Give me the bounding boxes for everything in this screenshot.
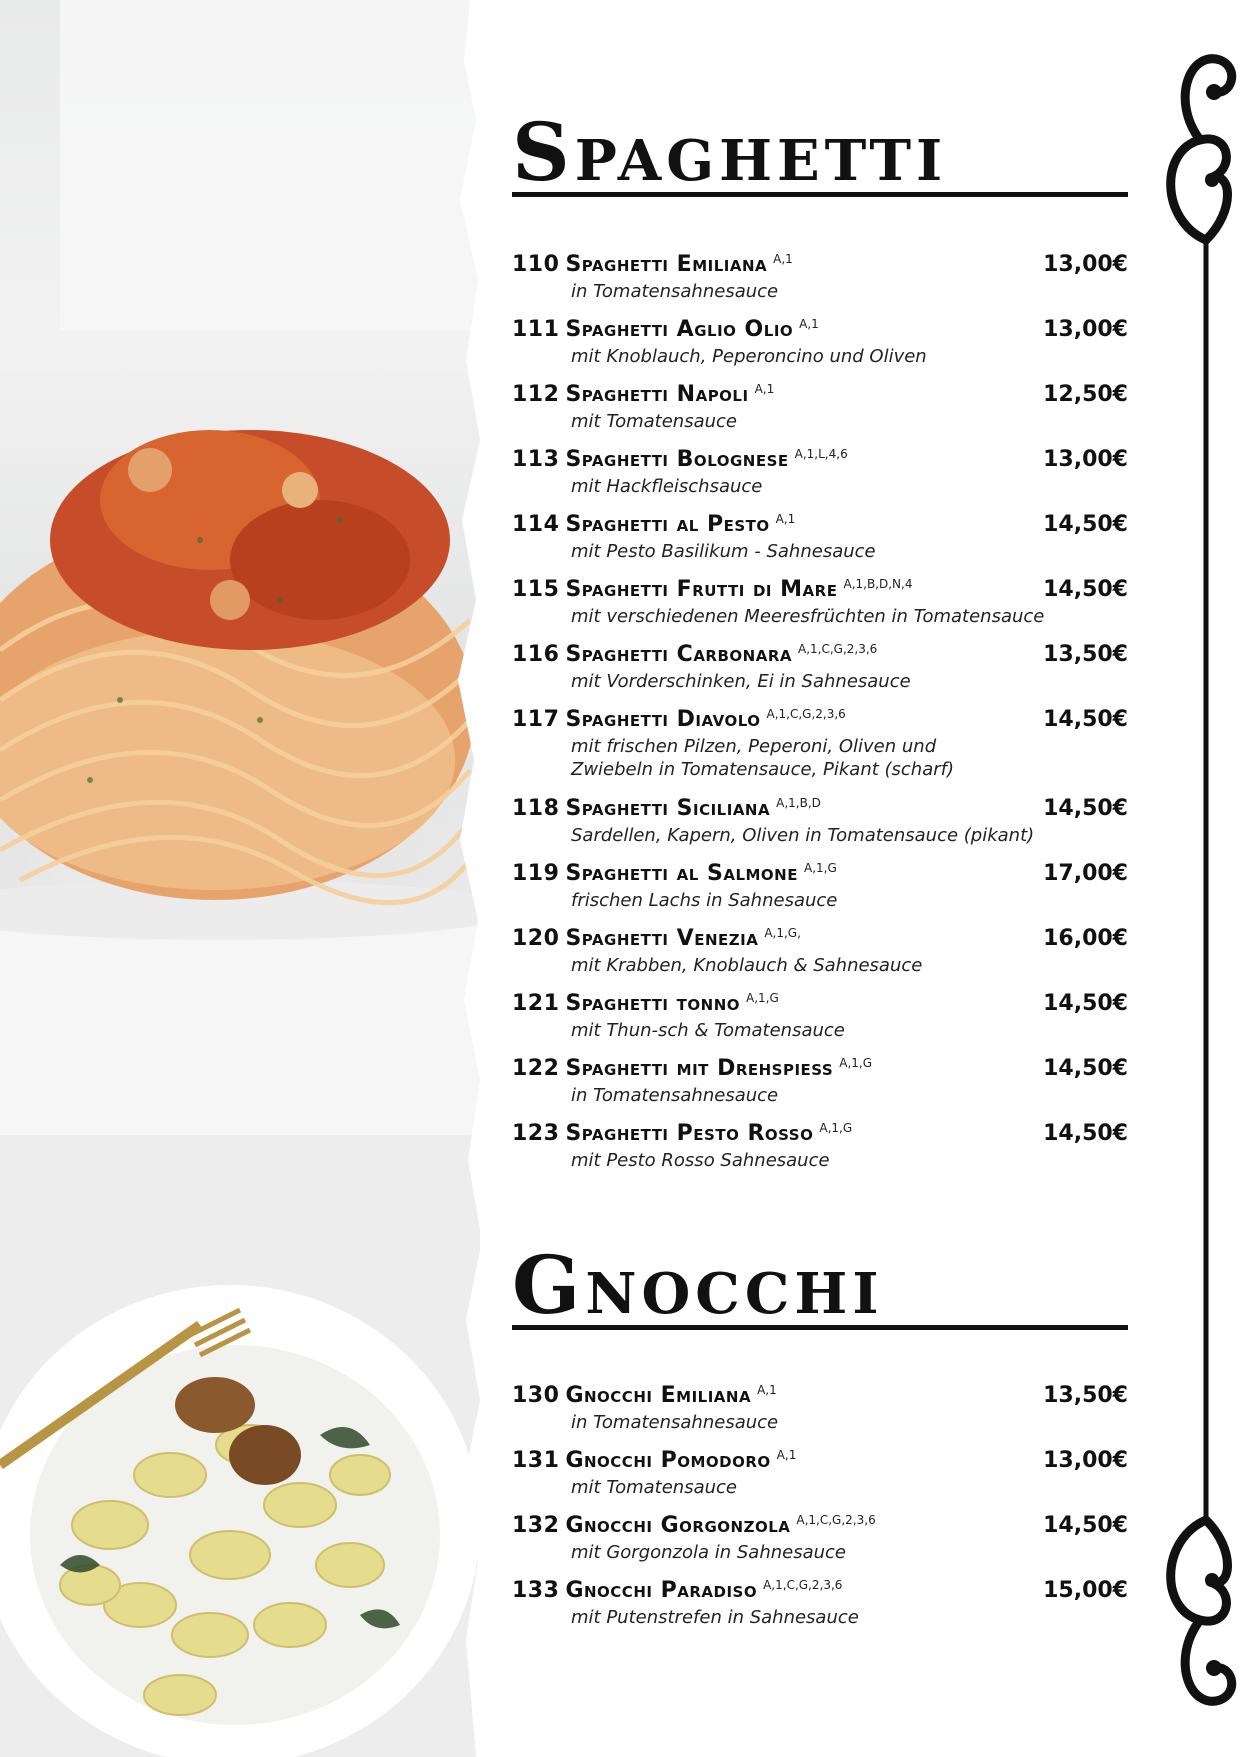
menu-item bbox=[512, 642, 1128, 693]
item-price: 15,00€ bbox=[1043, 1578, 1128, 1603]
item-description: mit verschiedenen Meeresfrüchten in Tomatensauce bbox=[571, 606, 1045, 627]
item-number: 117 bbox=[512, 707, 560, 732]
item-description: mit Pesto Rosso Sahnesauce bbox=[571, 1150, 830, 1171]
item-price: 14,50€ bbox=[1043, 512, 1128, 537]
item-description: mit frischen Pilzen, Peperoni, Oliven und bbox=[571, 736, 937, 757]
item-number: 112 bbox=[512, 382, 560, 407]
menu-item bbox=[512, 1578, 1128, 1629]
item-allergens: A,1,L,4,6 bbox=[794, 447, 848, 461]
item-name: Spaghetti Bolognese bbox=[565, 447, 789, 472]
item-allergens: A,1 bbox=[773, 252, 793, 266]
item-description: mit Putenstrefen in Sahnesauce bbox=[571, 1607, 859, 1628]
spaghetti-photo bbox=[0, 0, 480, 1135]
item-name: Spaghetti Napoli bbox=[565, 382, 749, 407]
item-price: 13,00€ bbox=[1043, 447, 1128, 472]
item-name: Gnocchi Pomodoro bbox=[565, 1448, 771, 1473]
menu-item bbox=[512, 1056, 1128, 1107]
item-allergens: A,1,G bbox=[804, 861, 837, 875]
item-description: mit Hackfleischsauce bbox=[571, 476, 763, 497]
item-allergens: A,1,B,D bbox=[776, 796, 821, 810]
scroll-ornament-icon bbox=[1140, 40, 1240, 1720]
item-number: 113 bbox=[512, 447, 560, 472]
item-allergens: A,1 bbox=[799, 317, 819, 331]
item-number: 118 bbox=[512, 796, 560, 821]
item-price: 13,00€ bbox=[1043, 1448, 1128, 1473]
item-description: frischen Lachs in Sahnesauce bbox=[571, 890, 838, 911]
item-number: 122 bbox=[512, 1056, 560, 1081]
item-description: Sardellen, Kapern, Oliven in Tomatensauce (pikant) bbox=[571, 825, 1035, 846]
item-number: 120 bbox=[512, 926, 560, 951]
item-allergens: A,1 bbox=[754, 382, 775, 396]
item-allergens: A,1,C,G,2,3,6 bbox=[766, 707, 846, 721]
item-price: 13,50€ bbox=[1043, 642, 1128, 667]
item-name: Spaghetti Emiliana bbox=[565, 252, 768, 277]
menu-item bbox=[512, 382, 1128, 433]
section-title-spaghetti: Spaghetti bbox=[512, 112, 1128, 197]
item-description-line2: Zwiebeln in Tomatensauce, Pikant (scharf) bbox=[571, 759, 955, 780]
menu-item bbox=[512, 861, 1128, 912]
item-number: 116 bbox=[512, 642, 560, 667]
item-allergens: A,1,G bbox=[746, 991, 779, 1005]
item-description: in Tomatensahnesauce bbox=[571, 1412, 779, 1433]
spaghetti-photo-icon bbox=[0, 0, 480, 1135]
menu-item bbox=[512, 1448, 1128, 1499]
item-allergens: A,1 bbox=[757, 1383, 777, 1397]
item-number: 133 bbox=[512, 1578, 560, 1603]
item-allergens: A,1,C,G,2,3,6 bbox=[797, 642, 878, 656]
item-number: 119 bbox=[512, 861, 560, 886]
item-allergens: A,1,G bbox=[839, 1056, 873, 1070]
menu-item bbox=[512, 577, 1128, 628]
torn-paper-edge bbox=[430, 0, 480, 1757]
item-allergens: A,1,B,D,N,4 bbox=[843, 577, 913, 591]
item-name: Spaghetti Venezia bbox=[565, 926, 759, 951]
item-description: mit Tomatensauce bbox=[571, 1477, 737, 1498]
menu-column bbox=[512, 0, 1128, 1757]
item-description: in Tomatensahnesauce bbox=[571, 281, 779, 302]
gnocchi-photo bbox=[0, 1135, 480, 1757]
section-title-gnocchi: Gnocchi bbox=[512, 1245, 1128, 1330]
item-number: 115 bbox=[512, 577, 560, 602]
menu-item bbox=[512, 512, 1128, 563]
item-price: 14,50€ bbox=[1043, 796, 1128, 821]
item-name: Gnocchi Gorgonzola bbox=[565, 1513, 791, 1538]
menu-item bbox=[512, 1513, 1128, 1564]
item-allergens: A,1 bbox=[775, 512, 796, 526]
item-price: 14,50€ bbox=[1043, 1121, 1128, 1146]
item-price: 13,00€ bbox=[1043, 317, 1128, 342]
item-price: 14,50€ bbox=[1043, 1056, 1128, 1081]
item-allergens: A,1,C,G,2,3,6 bbox=[763, 1578, 843, 1592]
item-name: Spaghetti al Salmone bbox=[565, 861, 798, 886]
item-name: Spaghetti tonno bbox=[565, 991, 741, 1016]
item-price: 14,50€ bbox=[1043, 707, 1128, 732]
item-number: 130 bbox=[512, 1383, 560, 1408]
item-description: mit Thun-sch & Tomatensauce bbox=[571, 1020, 845, 1041]
item-name: Spaghetti Frutti di Mare bbox=[565, 577, 838, 602]
menu-item bbox=[512, 317, 1128, 368]
menu-item bbox=[512, 926, 1128, 977]
item-number: 121 bbox=[512, 991, 560, 1016]
item-name: Gnocchi Paradiso bbox=[565, 1578, 758, 1603]
item-price: 16,00€ bbox=[1043, 926, 1128, 951]
item-name: Spaghetti Aglio Olio bbox=[565, 317, 794, 342]
item-name: Spaghetti Pesto Rosso bbox=[565, 1121, 814, 1146]
item-number: 110 bbox=[512, 252, 560, 277]
item-price: 14,50€ bbox=[1043, 577, 1128, 602]
gnocchi-photo-icon bbox=[0, 1135, 480, 1757]
item-allergens: A,1,G, bbox=[764, 926, 801, 940]
item-allergens: A,1,G bbox=[819, 1121, 853, 1135]
item-number: 123 bbox=[512, 1121, 560, 1146]
item-price: 13,50€ bbox=[1043, 1383, 1128, 1408]
menu-item bbox=[512, 447, 1128, 498]
menu-item bbox=[512, 707, 1128, 781]
item-name: Gnocchi Emiliana bbox=[565, 1383, 752, 1408]
menu-item bbox=[512, 1121, 1128, 1172]
photo-column bbox=[0, 0, 480, 1757]
menu-item bbox=[512, 991, 1128, 1042]
item-name: Spaghetti mit Drehspiess bbox=[565, 1056, 834, 1081]
item-price: 14,50€ bbox=[1043, 1513, 1128, 1538]
menu-item bbox=[512, 1383, 1128, 1434]
item-name: Spaghetti al Pesto bbox=[565, 512, 770, 537]
item-description: mit Knoblauch, Peperoncino und Oliven bbox=[571, 346, 927, 367]
item-description: mit Pesto Basilikum - Sahnesauce bbox=[571, 541, 876, 562]
item-description: mit Tomatensauce bbox=[571, 411, 737, 432]
item-price: 12,50€ bbox=[1043, 382, 1128, 407]
item-description: in Tomatensahnesauce bbox=[571, 1085, 779, 1106]
menu-item bbox=[512, 796, 1128, 847]
item-number: 132 bbox=[512, 1513, 560, 1538]
menu-item bbox=[512, 252, 1128, 303]
item-description: mit Vorderschinken, Ei in Sahnesauce bbox=[571, 671, 911, 692]
item-name: Spaghetti Carbonara bbox=[565, 642, 792, 667]
item-name: Spaghetti Siciliana bbox=[565, 796, 771, 821]
item-description: mit Gorgonzola in Sahnesauce bbox=[571, 1542, 847, 1563]
item-allergens: A,1 bbox=[776, 1448, 797, 1462]
item-allergens: A,1,C,G,2,3,6 bbox=[796, 1513, 876, 1527]
item-price: 14,50€ bbox=[1043, 991, 1128, 1016]
item-price: 17,00€ bbox=[1043, 861, 1128, 886]
item-number: 114 bbox=[512, 512, 560, 537]
item-number: 131 bbox=[512, 1448, 560, 1473]
item-name: Spaghetti Diavolo bbox=[565, 707, 761, 732]
item-number: 111 bbox=[512, 317, 560, 342]
item-price: 13,00€ bbox=[1043, 252, 1128, 277]
item-description: mit Krabben, Knoblauch & Sahnesauce bbox=[571, 955, 923, 976]
